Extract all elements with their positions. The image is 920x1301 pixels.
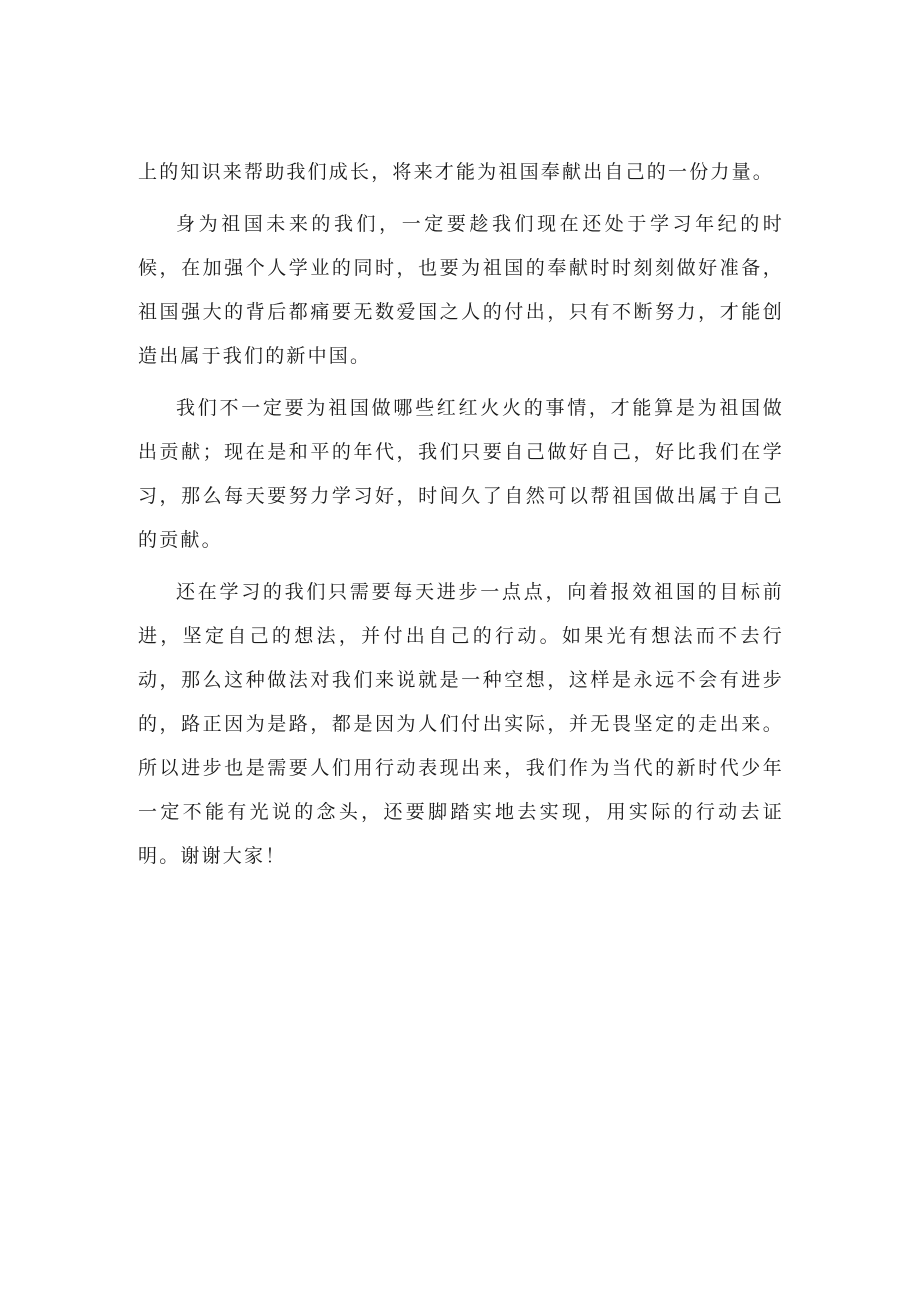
paragraph-future-contribution: 身为祖国未来的我们，一定要趁我们现在还处于学习年纪的时候，在加强个人学业的同时，也要为祖国的奉献时时刻刻做好准备，祖国强大的背后都痛要无数爱国之人的付出，只有不断努力，才能创造出属于我们的新中国。: [138, 213, 784, 367]
paragraph-continuation: 上的知识来帮助我们成长，将来才能为祖国奉献出自己的一份力量。: [138, 161, 775, 183]
paragraph-progress-action: 还在学习的我们只需要每天进步一点点，向着报效祖国的目标前进，坚定自己的想法，并付出自己的行动。如果光有想法而不去行动，那么这种做法对我们来说就是一种空想，这样是永远不会有进步的，路正因为是路，都是因为人们付出实际，并无畏坚定的走出来。所以进步也是需要人们用行动表现出来，我们作为当代的新时代少年一定不能有光说的念头，还要脚踏实地去实现，用实际的行动去证明。谢谢大家！: [138, 581, 784, 867]
document-body: [138, 150, 784, 886]
paragraph-do-yourself-well: 我们不一定要为祖国做哪些红红火火的事情，才能算是为祖国做出贡献；现在是和平的年代，我们只要自己做好自己，好比我们在学习，那么每天要努力学习好，时间久了自然可以帮祖国做出属于自己的贡献。: [138, 397, 784, 551]
